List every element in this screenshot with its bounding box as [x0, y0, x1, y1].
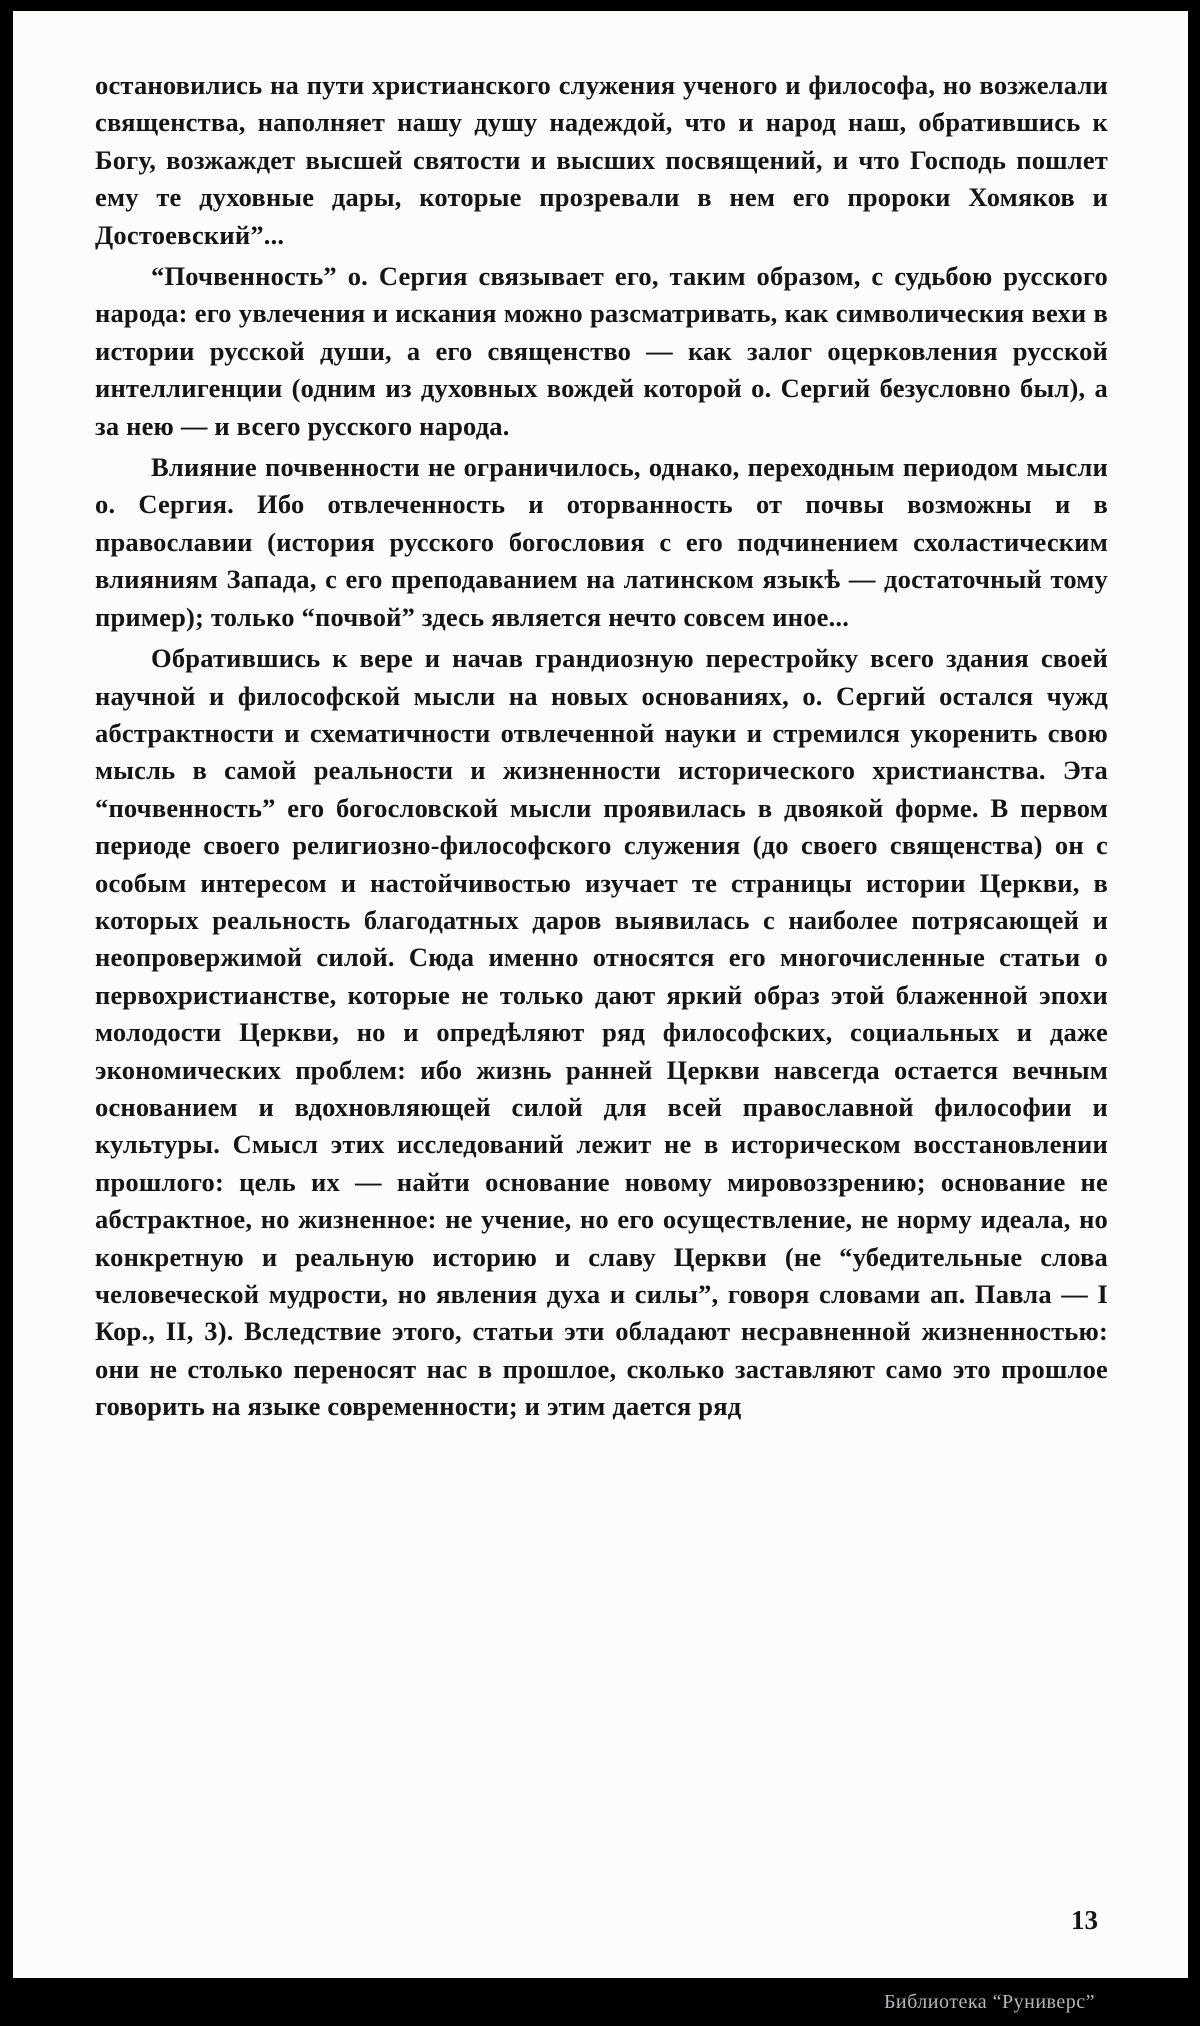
paragraph-2: “Почвенность” о. Сергия связывает его, таким образом, с судьбою русского народа: его увлечения и искания можно разсматривать, как символическия вехи в истории русской души, а его священство — как залог оцерковления русской интеллигенции (одним из духовных вождей которой о. Сергий безусловно был), а за нею — и всего русского народа.	[95, 261, 1108, 441]
body-text	[95, 67, 1108, 1430]
book-page	[13, 11, 1188, 1978]
paragraph-3: Влияние почвенности не ограничилось, однако, переходным периодом мысли о. Сергия. Ибо отвлеченность и оторванность от почвы возможны и в православии (история русского богословия с его подчинением схоластическим влияниям Запада, с его преподаванием на латинском языкѣ — достаточный тому пример); только “почвой” здесь является нечто совсем иное...	[95, 452, 1108, 632]
paragraph-1: остановились на пути христианского служения ученого и философа, но возжелали священства, наполняет нашу душу надеждой, что и народ наш, обратившись к Богу, возжаждет высшей святости и высших посвящений, и что Господь пошлет ему те духовные дары, которые прозревали в нем его пророки Хомяков и Достоевский”...	[95, 70, 1108, 250]
library-watermark: Библиотека “Руниверс”	[883, 1990, 1095, 2013]
page-number: 13	[1071, 1905, 1098, 1935]
footer-bar	[0, 1978, 1200, 2026]
paragraph-4: Обратившись к вере и начав грандиозную перестройку всего здания своей научной и философской мысли на новых основаниях, о. Сергий остался чужд абстрактности и схематичности отвлеченной науки и стремился укоренить свою мысль в самой реальности и жизненности исторического христианства. Эта “почвенность” его богословской мысли проявилась в двоякой форме. В первом периоде своего религиозно-философского служения (до своего священства) он с особым интересом и настойчивостью изучает те страницы истории Церкви, в которых реальность благодатных даров выявилась с наиболее потрясающей и неопровержимой силой. Сюда именно относятся его многочисленные статьи о первохристианстве, которые не только дают яркий образ этой блаженной эпохи молодости Церкви, но и опредѣляют ряд философских, социальных и даже экономических проблем: ибо жизнь ранней Церкви навсегда остается вечным основанием и вдохновляющей силой для всей православной философии и культуры. Смысл этих исследований лежит не в историческом восстановлении прошлого: цель их — найти основание новому мировоззрению; основание не абстрактное, но жизненное: не учение, но его осуществление, не норму идеала, но конкретную и реальную историю и славу Церкви (не “убедительные слова человеческой мудрости, но явления духа и силы”, говоря словами ап. Павла — I Кор., II, 3). Вследствие этого, статьи эти обладают несравненной жизненностью: они не столько переносят нас в прошлое, сколько заставляют само это прошлое говорить на языке современности; и этим дается ряд	[95, 643, 1108, 1422]
